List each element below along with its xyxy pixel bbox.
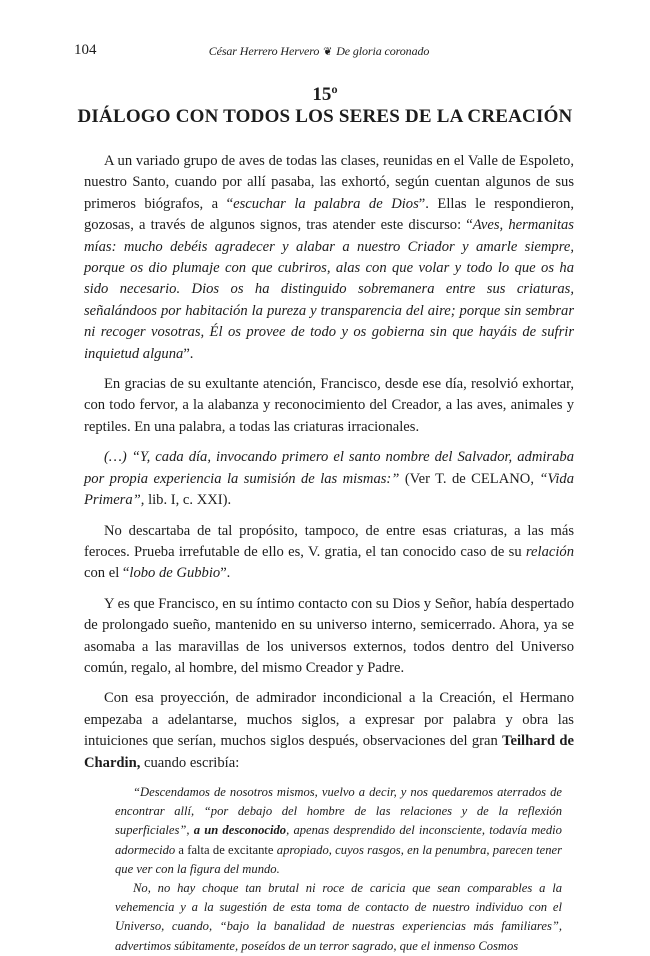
block-quote-1 bbox=[115, 783, 562, 879]
running-head-book-title: De gloria coronado bbox=[336, 44, 430, 58]
sermon-to-birds-quote: Aves, hermanitas mías: mucho debéis agradecer y alabar a nuestro Criador y amarle siempre, porque os dio plumaje con que cubriros, alas con que volar y todo lo que os ha sido necesario. Dios os ha distinguido sobremanera entre sus criaturas, señalándoos por habitación la pureza y transparencia del aire; porque sin sembrar ni recoger vosotras, Él os provee de todo y os gobierna sin que hayáis de sufrir inquietud alguna bbox=[84, 217, 574, 362]
paragraph-4 bbox=[84, 521, 574, 585]
un-desconocido-bold: a un desconocido bbox=[193, 823, 287, 838]
relacion-italic: relación bbox=[525, 543, 574, 560]
chapter-title: DIÁLOGO CON TODOS LOS SERES DE LA CREACIÓN bbox=[77, 106, 573, 127]
running-head-author: César Herrero Hervero bbox=[208, 44, 320, 58]
chapter-number: 15º bbox=[312, 84, 338, 105]
lobo-de-gubbio-italic: lobo de Gubbio bbox=[129, 565, 221, 582]
citation-work-title: “Vida Primera” bbox=[84, 470, 574, 509]
paragraph-5: Y es que Francisco, en su íntimo contacto con su Dios y Señor, había despertado de prolongado sueño, mantenido en su universo interno, semicerrado. Ahora, ya se asomaba a las maravillas de los universos externos, todos dentro del Universo común, regalo, al hombre, del mismo Creador y Padre. bbox=[84, 595, 574, 676]
paragraph-3 bbox=[84, 447, 574, 511]
paragraph-6 bbox=[84, 688, 574, 774]
block-quote-2: No, no hay choque tan brutal ni roce de caricia que sean comparables a la vehemencia y a la sugestión de esta toma de contacto de nuestro individuo con el Universo, cuando, “bajo la banalidad de nuestras experiencias más familiares”, advertimos súbitamente, poseídos de un terror sagrado, que el inmenso Cosmos bbox=[115, 880, 562, 953]
block-quote-1-text-2: , apenas desprendido del inconsciente, todavía medio adormecido bbox=[115, 823, 562, 857]
paragraph-1-italic-quote: escuchar la palabra de Dios bbox=[233, 195, 419, 212]
paragraph-2: En gracias de su exultante atención, Francisco, desde ese día, resolvió exhortar, con todo fervor, a la alabanza y reconocimiento del Creador, a las aves, animales y reptiles. En una palabra, a todas las criaturas irracionales. bbox=[84, 376, 574, 435]
page-header bbox=[74, 38, 564, 62]
paragraph-1-text: A un variado grupo de aves de todas las clases, reunidas en el Valle de Espoleto, nuestro Santo, cuando por allí pasaba, las exhortó, según cuentan algunos de sus primeros biógrafos, a “ bbox=[84, 153, 574, 212]
block-quote-1-upright-text: a falta de excitante bbox=[175, 842, 277, 857]
ornament-icon: ❦ bbox=[323, 46, 333, 58]
citation-reference: , lib. I, c. XXI). bbox=[140, 492, 232, 509]
citation-text: (Ver T. de CELANO, bbox=[399, 470, 540, 487]
paragraph-1 bbox=[84, 151, 574, 365]
paragraph-4-text: No descartaba de tal propósito, tampoco, de entre esas criaturas, a las más feroces. Prueba irrefutable de ello es, V. gratia, el tan conocido caso de su bbox=[84, 522, 574, 560]
block-quote-1-text: “Descendamos de nosotros mismos, vuelvo a decir, y nos quedaremos aterrados de encontrar allí, “por debajo del hombre de las relaciones y de la reflexión superficiales”, bbox=[115, 784, 562, 838]
celano-quote: (…) “Y, cada día, invocando primero el santo nombre del Salvador, admiraba por propia experiencia la sumisión de las mismas:” bbox=[84, 449, 574, 487]
paragraph-4-text-3: ”. bbox=[220, 565, 231, 582]
body-text bbox=[84, 151, 574, 956]
paragraph-1-text-3: ”. bbox=[183, 345, 194, 362]
paragraph-6-text-2: cuando escribía: bbox=[140, 754, 240, 771]
paragraph-1-text-2: ”. Ellas le respondieron, gozosas, a través de algunos signos, tras atender este discurso: “ bbox=[84, 195, 574, 234]
running-head bbox=[74, 44, 564, 59]
page-number: 104 bbox=[74, 42, 97, 58]
block-quote-1-text-3: apropiado, cuyos rasgos, en la penumbra, parecen tener que ver con la figura del mundo. bbox=[115, 842, 563, 876]
teilhard-de-chardin-bold: Teilhard de Chardin, bbox=[84, 733, 574, 771]
paragraph-6-text: Con esa proyección, de admirador incondicional a la Creación, el Hermano empezaba a adelantarse, muchos siglos, a expresar por palabra y obra las intuiciones que serían, muchos siglos después, observaciones del gran bbox=[84, 690, 574, 750]
paragraph-4-text-2: con el “ bbox=[84, 565, 130, 582]
